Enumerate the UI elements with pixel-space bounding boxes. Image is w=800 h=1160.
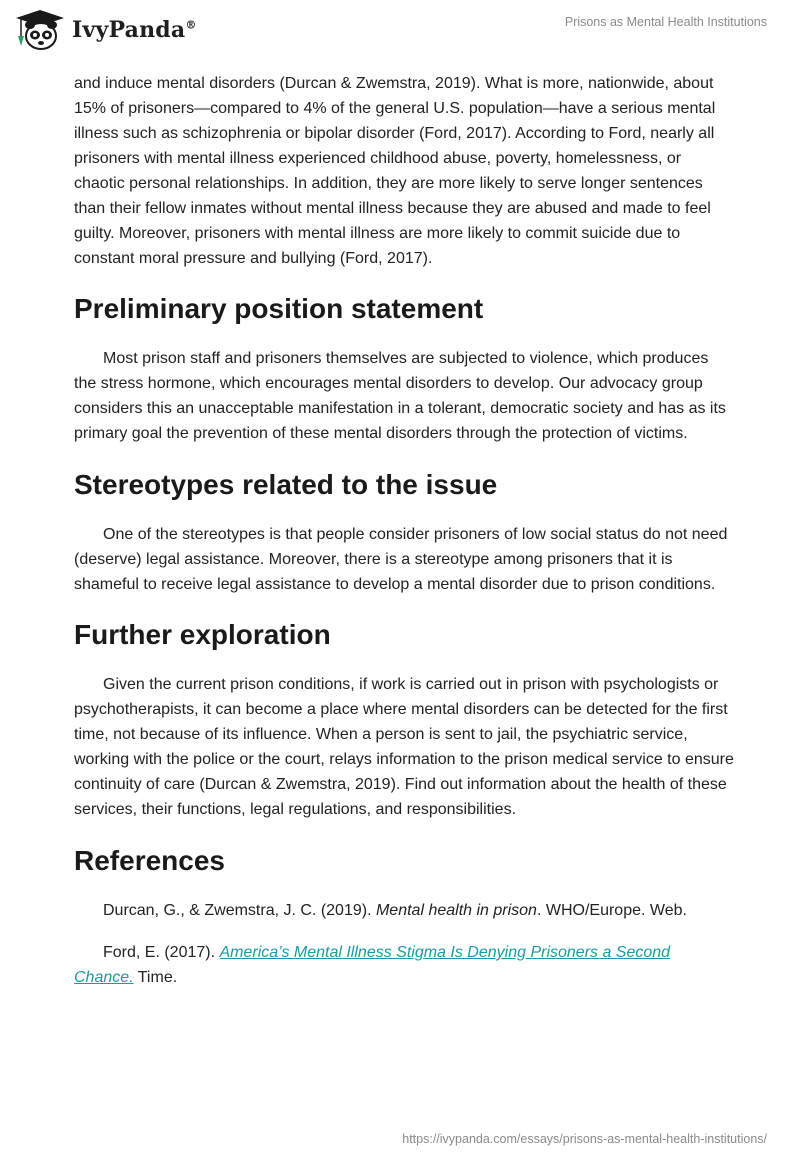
reference-author: Durcan, G., & Zwemstra, J. C. (2019). (103, 902, 376, 919)
reference-source: Time. (133, 969, 178, 986)
registered-mark: ® (185, 18, 197, 32)
page-url: https://ivypanda.com/essays/prisons-as-mental-health-institutions/ (402, 1132, 767, 1146)
ivypanda-logo[interactable] (14, 8, 197, 52)
intro-paragraph: and induce mental disorders (Durcan & Zwemstra, 2019). What is more, nationwide, about 15% of prisoners—compared to 4% of the general U.S. population—have a serious mental illness such as schizophrenia or bipolar disorder (Ford, 2017). According to Ford, nearly all prisoners with mental illness experienced childhood abuse, poverty, homelessness, or chaotic personal relationships. In addition, they are more likely to serve longer sentences than their fellow inmates without mental illness because they are abused and made to feel guilty. Moreover, prisoners with mental illness are more likely to commit suicide due to constant moral pressure and bullying (Ford, 2017). (74, 75, 716, 267)
section-heading-position: Preliminary position statement (74, 293, 484, 324)
reference-item (74, 898, 734, 923)
essay-content (74, 71, 734, 990)
section-text-stereotypes: One of the stereotypes is that people consider prisoners of low social status do not need (deserve) legal assistance. Moreover, there is a stereotype among prisoners that it is shameful to receive legal assistance to develop a mental disorder due to prison conditions. (74, 526, 728, 593)
reference-title: Mental health in prison (375, 902, 537, 919)
section-heading-stereotypes: Stereotypes related to the issue (74, 469, 498, 500)
brand-name: IvyPanda® (72, 17, 197, 43)
section-heading-exploration: Further exploration (74, 619, 331, 650)
reference-author: Ford, E. (2017). (103, 944, 220, 961)
references-heading: References (74, 845, 225, 876)
panda-graduate-icon (14, 8, 66, 52)
reference-link[interactable]: America’s Mental Illness Stigma Is Denying Prisoners a Second Chance. (74, 944, 671, 986)
reference-source: . WHO/Europe. Web. (536, 902, 687, 919)
reference-item (74, 940, 734, 990)
section-text-position: Most prison staff and prisoners themselves are subjected to violence, which produces the stress hormone, which encourages mental disorders to develop. Our advocacy group considers this an unacceptable manifestation in a tolerant, democratic society and has as its primary goal the prevention of these mental disorders through the protection of victims. (74, 350, 726, 442)
section-text-exploration: Given the current prison conditions, if work is carried out in prison with psychologists or psychotherapists, it can become a place where mental disorders can be detected for the first time, not because of its influence. When a person is sent to jail, the psychiatric service, working with the police or the court, relays information to the prison medical service to ensure continuity of care (Durcan & Zwemstra, 2019). Find out information about the health of these services, their functions, legal regulations, and responsibilities. (74, 676, 734, 818)
page-header (0, 0, 800, 70)
document-title: Prisons as Mental Health Institutions (564, 15, 767, 29)
